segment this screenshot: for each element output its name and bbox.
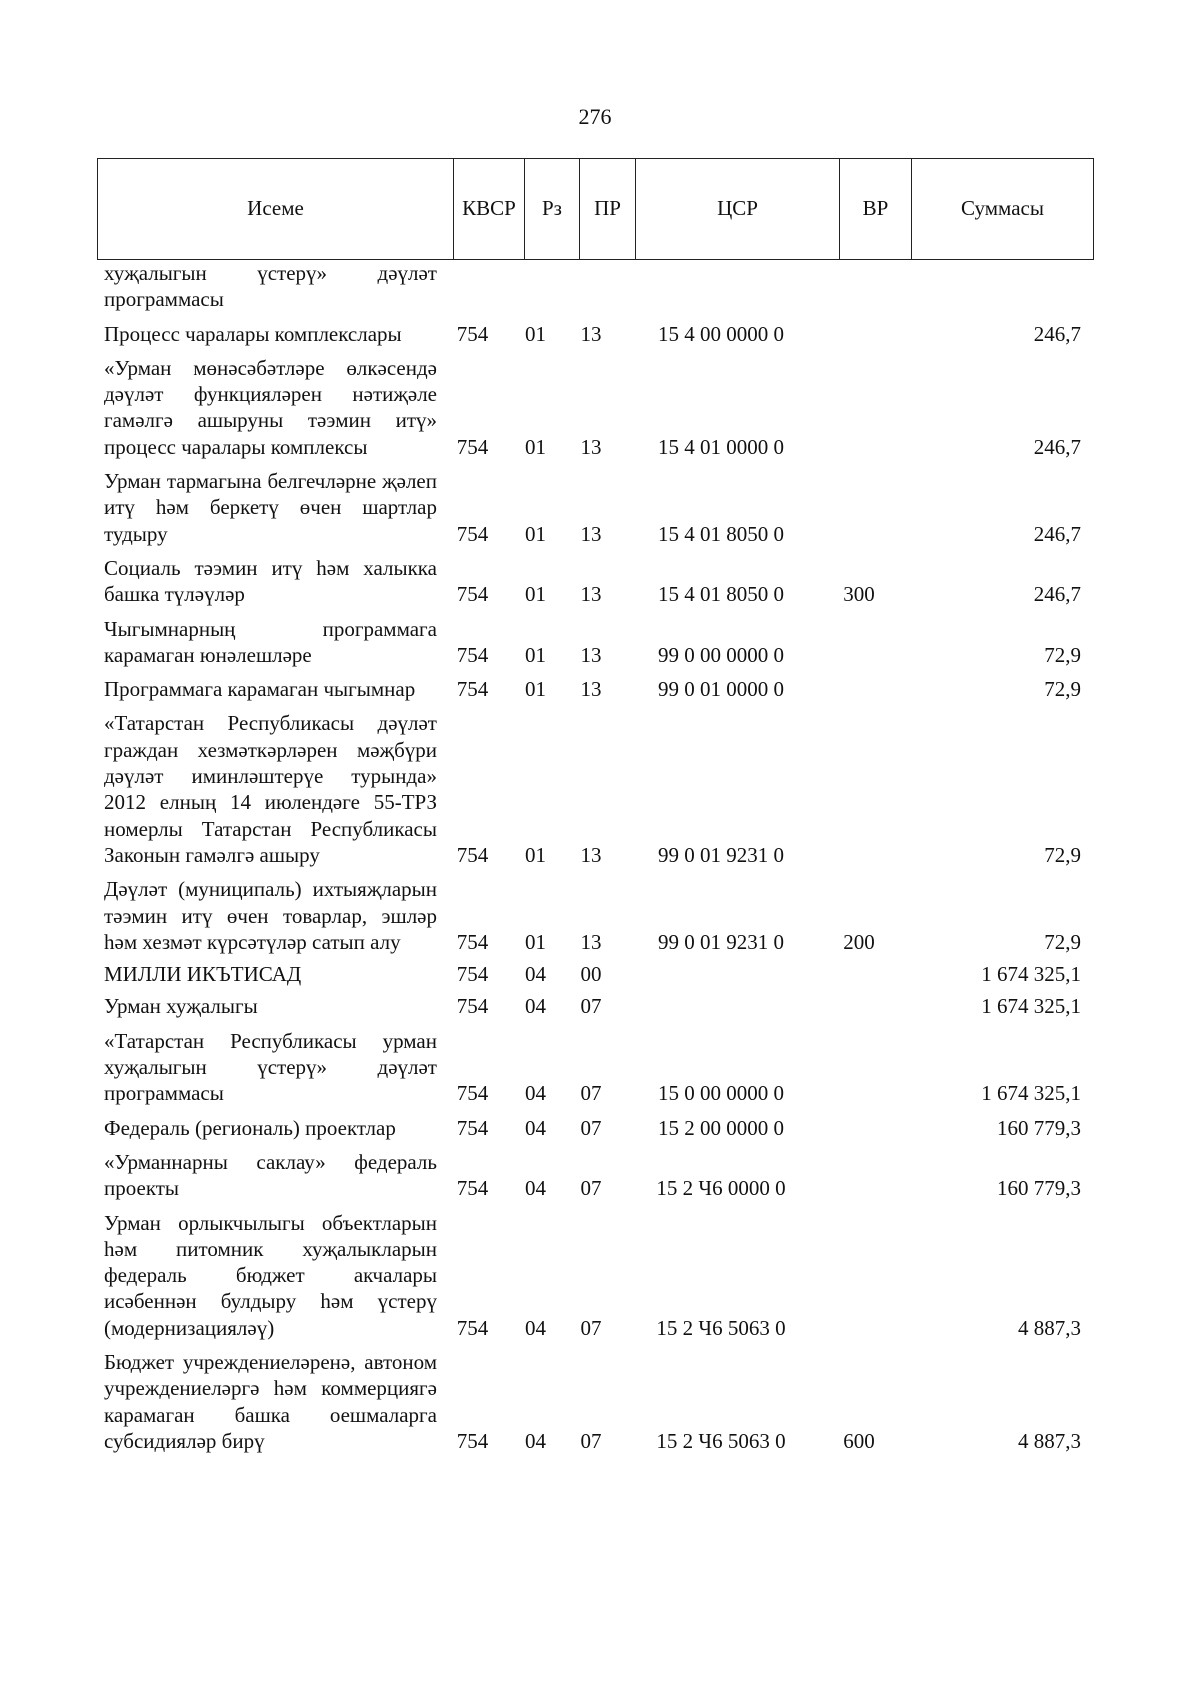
row-kvsr: 754 bbox=[456, 1115, 489, 1140]
row-name: МИЛЛИ ИКЪТИСАД bbox=[104, 962, 302, 987]
row-sum: 4 887,3 bbox=[1018, 1315, 1081, 1340]
row-name: Урман орлыкчылыгы объектларын һәм питомник хуҗалыкларын федераль бюджет акчалары исәбеннән булдыру һәм үстерү (модернизацияләү) bbox=[104, 1210, 437, 1340]
row-pr: 07 bbox=[580, 994, 602, 1019]
row-name: Чыгымнарның программага карамаган юнәлешләре bbox=[104, 616, 437, 667]
row-sum: 1 674 325,1 bbox=[981, 962, 1081, 987]
row-csr: 15 2 00 0000 0 bbox=[658, 1115, 784, 1140]
row-sum: 4 887,3 bbox=[1018, 1428, 1081, 1453]
row-kvsr: 754 bbox=[456, 642, 489, 667]
row-sum: 246,7 bbox=[1033, 321, 1081, 346]
table-row bbox=[97, 1349, 1093, 1454]
row-rz: 01 bbox=[525, 929, 546, 954]
budget-rows bbox=[97, 260, 1093, 1462]
table-row bbox=[97, 1149, 1093, 1202]
table-row bbox=[97, 1028, 1093, 1107]
table-row bbox=[97, 961, 1093, 987]
row-kvsr: 754 bbox=[456, 677, 489, 702]
table-row bbox=[97, 993, 1093, 1019]
row-name: Процесс чаралары комплекслары bbox=[104, 321, 402, 346]
row-kvsr: 754 bbox=[456, 1315, 489, 1340]
header-csr: ЦСР bbox=[636, 159, 840, 260]
table-row bbox=[97, 321, 1093, 347]
row-name: «Татарстан Республикасы дәүләт граждан хезмәткәрләрен мәҗбүри дәүләт иминләштерүе турында» 2012 елның 14 июлендәге 55-ТРЗ номерлы Татарстан Республикасы Законын гамәлгә ашыру bbox=[104, 711, 437, 867]
row-rz: 01 bbox=[525, 521, 546, 546]
row-vr: 200 bbox=[843, 929, 875, 954]
row-sum: 246,7 bbox=[1033, 521, 1081, 546]
header-name: Исеме bbox=[247, 196, 304, 221]
row-csr: 99 0 01 9231 0 bbox=[658, 842, 784, 867]
table-header bbox=[97, 158, 1094, 260]
row-kvsr: 754 bbox=[456, 994, 489, 1019]
row-rz: 01 bbox=[525, 842, 546, 867]
row-kvsr: 754 bbox=[456, 929, 489, 954]
row-sum: 72,9 bbox=[1044, 842, 1081, 867]
row-sum: 160 779,3 bbox=[997, 1115, 1081, 1140]
row-rz: 04 bbox=[525, 962, 546, 987]
row-csr: 15 4 01 0000 0 bbox=[658, 434, 784, 459]
row-pr: 13 bbox=[580, 929, 602, 954]
row-sum: 160 779,3 bbox=[997, 1176, 1081, 1201]
row-vr: 300 bbox=[843, 582, 875, 607]
row-kvsr: 754 bbox=[456, 434, 489, 459]
row-csr: 99 0 00 0000 0 bbox=[658, 642, 784, 667]
table-row bbox=[97, 260, 1093, 313]
row-sum: 72,9 bbox=[1044, 929, 1081, 954]
table-row bbox=[97, 876, 1093, 955]
header-sum: Суммасы bbox=[912, 159, 1094, 260]
header-vr: ВР bbox=[840, 159, 912, 260]
row-name: Урман тармагына белгечләрне җәлеп итү һәм беркетү өчен шартлар тудыру bbox=[104, 469, 437, 546]
row-name: Социаль тәэмин итү һәм халыкка башка түләүләр bbox=[104, 555, 437, 607]
row-kvsr: 754 bbox=[456, 1176, 489, 1201]
row-kvsr: 754 bbox=[456, 521, 489, 546]
row-rz: 01 bbox=[525, 677, 546, 702]
row-rz: 01 bbox=[525, 434, 546, 459]
row-pr: 07 bbox=[580, 1176, 602, 1201]
row-kvsr: 754 bbox=[456, 1428, 489, 1453]
row-csr: 15 4 01 8050 0 bbox=[658, 582, 784, 607]
table-row bbox=[97, 616, 1093, 669]
row-csr: 15 2 Ч6 5063 0 bbox=[656, 1428, 786, 1453]
row-kvsr: 754 bbox=[456, 321, 489, 346]
row-name: Бюджет учреждениеләренә, автоном учреждениеләргә һәм коммерциягә карамаган башка оешмаларга субсидияләр бирү bbox=[104, 1349, 437, 1453]
row-sum: 1 674 325,1 bbox=[981, 1081, 1081, 1106]
row-name: «Урманнарны саклау» федераль проекты bbox=[104, 1149, 437, 1201]
row-rz: 04 bbox=[525, 1081, 546, 1106]
row-csr: 15 0 00 0000 0 bbox=[658, 1081, 784, 1106]
row-name: Урман хуҗалыгы bbox=[104, 994, 258, 1019]
row-name: «Татарстан Республикасы урман хуҗалыгын үстерү» дәүләт программасы bbox=[104, 1028, 437, 1106]
row-name: «Урман мөнәсәбәтләре өлкәсендә дәүләт функцияләрен нәтиҗәле гамәлгә ашыруны тәэмин итү» процесс чаралары комплексы bbox=[104, 355, 437, 459]
row-name: хуҗалыгын үстерү» дәүләт программасы bbox=[104, 261, 437, 312]
row-csr: 15 2 Ч6 5063 0 bbox=[656, 1315, 786, 1340]
row-vr: 600 bbox=[843, 1428, 875, 1453]
row-pr: 07 bbox=[580, 1115, 602, 1140]
row-pr: 00 bbox=[580, 962, 602, 987]
row-kvsr: 754 bbox=[456, 842, 489, 867]
row-rz: 04 bbox=[525, 1315, 546, 1340]
row-pr: 13 bbox=[580, 321, 602, 346]
row-pr: 07 bbox=[580, 1081, 602, 1106]
row-pr: 13 bbox=[580, 842, 602, 867]
row-name: Федераль (региональ) проектлар bbox=[104, 1115, 396, 1140]
row-pr: 07 bbox=[580, 1315, 602, 1340]
row-csr: 15 4 00 0000 0 bbox=[658, 321, 784, 346]
row-pr: 07 bbox=[580, 1428, 602, 1453]
row-csr: 15 2 Ч6 0000 0 bbox=[656, 1176, 786, 1201]
row-kvsr: 754 bbox=[456, 962, 489, 987]
row-rz: 01 bbox=[525, 642, 546, 667]
row-rz: 01 bbox=[525, 321, 546, 346]
row-name: Дәүләт (муниципаль) ихтыяҗларын тәэмин итү өчен товарлар, эшләр һәм хезмәт күрсәтүләр сатып алу bbox=[104, 877, 437, 954]
table-row bbox=[97, 355, 1093, 460]
row-csr: 99 0 01 0000 0 bbox=[658, 677, 784, 702]
row-pr: 13 bbox=[580, 521, 602, 546]
row-sum: 72,9 bbox=[1044, 677, 1081, 702]
table-row bbox=[97, 1210, 1093, 1341]
table-row bbox=[97, 676, 1093, 702]
row-sum: 246,7 bbox=[1033, 582, 1081, 607]
row-csr: 99 0 01 9231 0 bbox=[658, 929, 784, 954]
page-number: 276 bbox=[578, 104, 612, 129]
table-row bbox=[97, 555, 1093, 608]
row-sum: 1 674 325,1 bbox=[981, 994, 1081, 1019]
row-rz: 04 bbox=[525, 994, 546, 1019]
row-pr: 13 bbox=[580, 642, 602, 667]
row-kvsr: 754 bbox=[456, 1081, 489, 1106]
table-row bbox=[97, 1115, 1093, 1141]
table-row bbox=[97, 710, 1093, 868]
row-pr: 13 bbox=[580, 677, 602, 702]
row-name: Программага карамаган чыгымнар bbox=[104, 677, 416, 702]
row-sum: 72,9 bbox=[1044, 642, 1081, 667]
row-rz: 01 bbox=[525, 582, 546, 607]
row-pr: 13 bbox=[580, 582, 602, 607]
row-rz: 04 bbox=[525, 1176, 546, 1201]
row-pr: 13 bbox=[580, 434, 602, 459]
header-pr: ПР bbox=[580, 159, 636, 260]
row-csr: 15 4 01 8050 0 bbox=[658, 521, 784, 546]
header-kvsr: КВСР bbox=[454, 159, 525, 260]
row-kvsr: 754 bbox=[456, 582, 489, 607]
table-row bbox=[97, 468, 1093, 547]
header-rz: Рз bbox=[525, 159, 580, 260]
row-rz: 04 bbox=[525, 1115, 546, 1140]
row-sum: 246,7 bbox=[1033, 434, 1081, 459]
row-rz: 04 bbox=[525, 1428, 546, 1453]
